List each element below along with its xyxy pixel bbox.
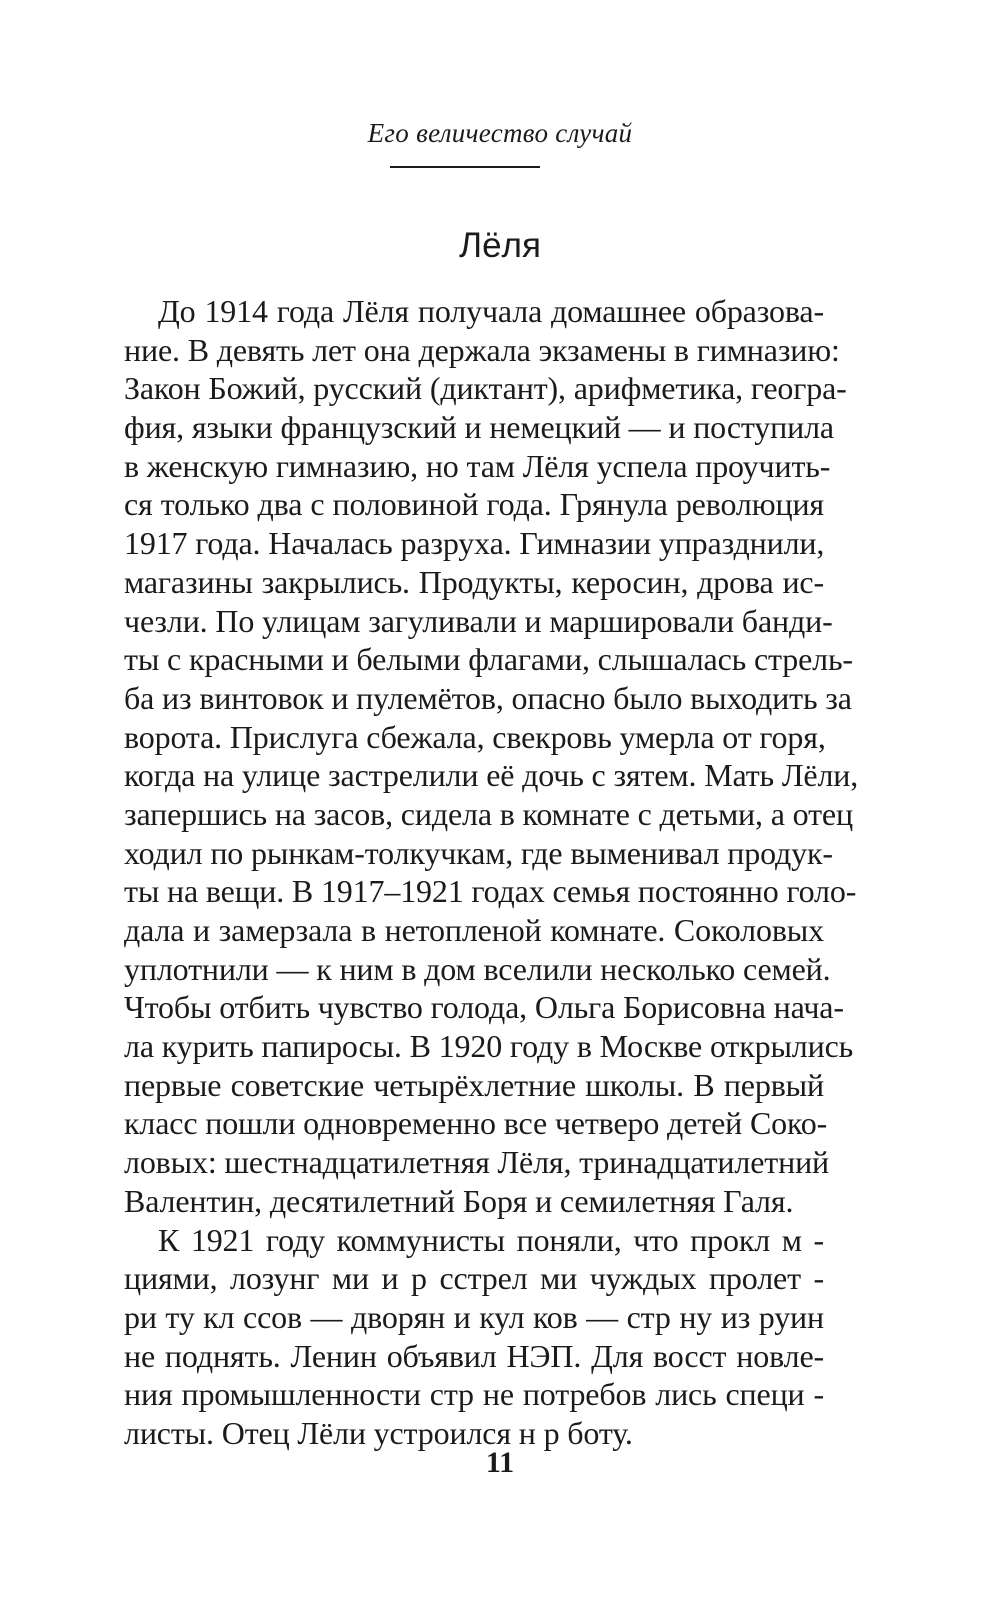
text-line: ние. В девять лет она держала экзамены в гимназию:	[124, 331, 840, 368]
text-line: ба из винтовок и пулемётов, опасно было выходить за	[124, 679, 852, 716]
running-head: Его величество случай	[367, 118, 633, 148]
text-line: в женскую гимназию, но там Лёля успела проучить-	[124, 447, 831, 484]
text-line: ты с красными и белыми флагами, слышалась стрель-	[124, 641, 853, 678]
text-line: Закон Божий, русский (диктант), арифметика, геогра-	[124, 370, 847, 407]
text-line: ла курить папиросы. В 1920 году в Москве открылись	[124, 1028, 854, 1065]
text-line: ворота. Прислуга сбежала, свекровь умерла от горя,	[124, 718, 826, 755]
text-line: листы. Отец Лёли устроился н р боту.	[124, 1414, 633, 1451]
paragraph-1	[124, 292, 859, 1221]
text-line: Чтобы отбить чувство голода, Ольга Борисовна нача-	[124, 989, 844, 1026]
text-line: когда на улице застрелили её дочь с зятем. Мать Лёли,	[124, 757, 859, 794]
text-line: Валентин, десятилетний Боря и семилетняя Галя.	[124, 1182, 794, 1219]
text-line: До 1914 года Лёля получала домашнее образова-	[158, 293, 824, 329]
text-line: фия, языки французский и немецкий — и поступила	[124, 409, 834, 446]
text-line: уплотнили — к ним в дом вселили несколько семей.	[124, 950, 831, 987]
text-line: ходил по рынкам-толкучкам, где выменивал продук-	[124, 834, 833, 871]
text-line: дала и замерзала в нетопленой комнате. Соколовых	[124, 912, 824, 948]
body-text	[124, 292, 859, 1453]
text-line: ловых: шестнадцатилетняя Лёля, тринадцатилетний	[124, 1144, 830, 1181]
chapter-title: Лёля	[459, 226, 541, 265]
running-head-rule	[390, 166, 540, 168]
text-line: магазины закрылись. Продукты, керосин, дрова ис-	[124, 563, 824, 600]
text-line: чезли. По улицам загуливали и маршировали банди-	[124, 602, 833, 639]
text-line: ния промышленности стр не потребов лись специ -	[124, 1376, 824, 1413]
paragraph-2	[124, 1221, 824, 1453]
text-line: первые советские четырёхлетние школы. В первый	[124, 1066, 824, 1103]
text-line: циями, лозунг ми и р сстрел ми чуждых пролет -	[124, 1260, 824, 1297]
text-line: класс пошли одновременно все четверо детей Соко-	[124, 1105, 828, 1142]
text-line: ри ту кл ссов — дворян и кул ков — стр ну из руин	[124, 1298, 824, 1335]
text-line: 1917 года. Началась разруха. Гимназии упразднили,	[124, 525, 825, 562]
text-line: ся только два с половиной года. Грянула революция	[124, 486, 824, 523]
text-line: запершись на засов, сидела в комнате с детьми, а отец	[124, 795, 853, 832]
text-line: ты на вещи. В 1917–1921 годах семья постоянно голо-	[124, 873, 857, 910]
text-line: К 1921 году коммунисты поняли, что прокл м -	[158, 1221, 824, 1258]
text-line: не поднять. Ленин объявил НЭП. Для восст новле-	[124, 1337, 824, 1374]
page-number: 11	[485, 1446, 515, 1479]
